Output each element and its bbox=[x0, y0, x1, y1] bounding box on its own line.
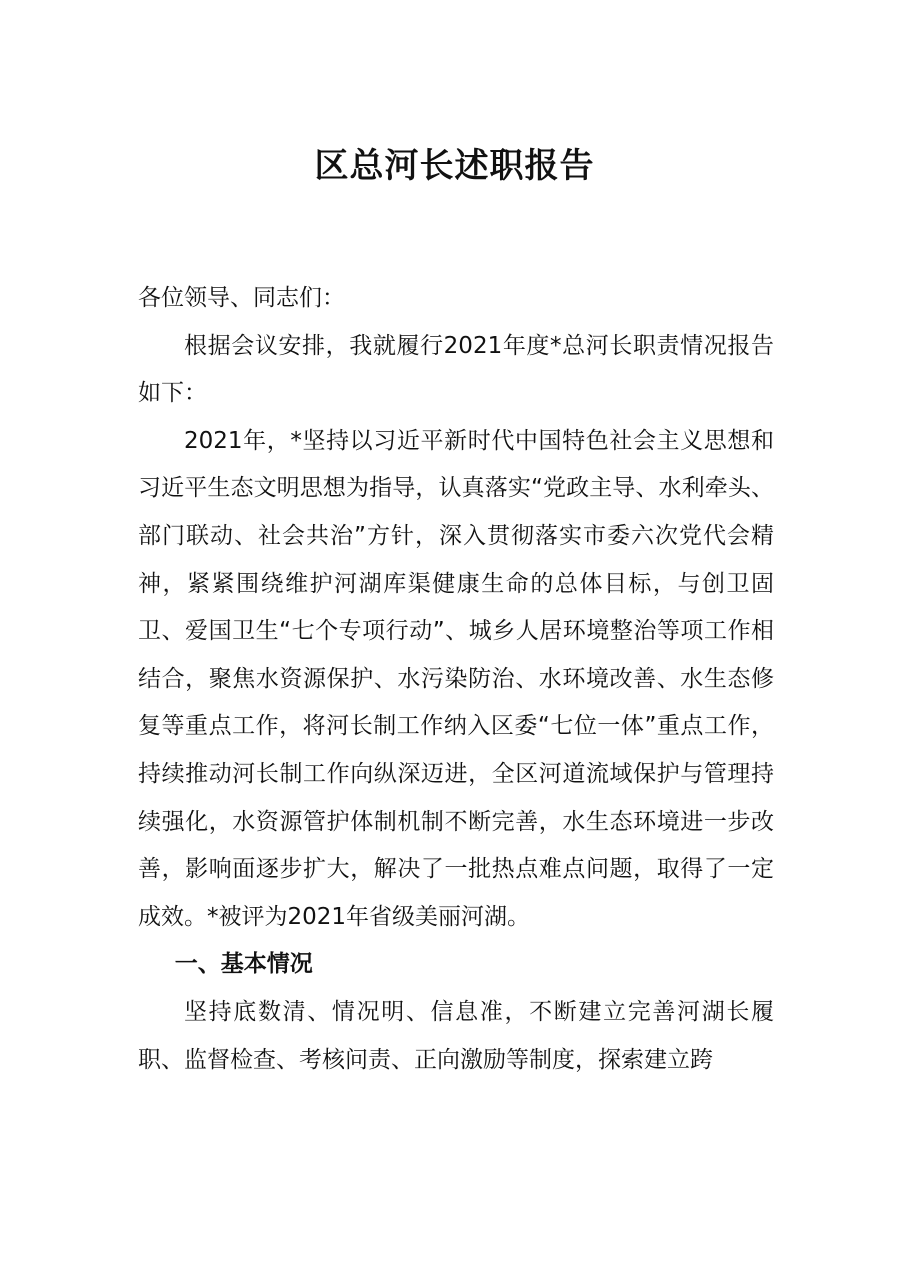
section-heading-basic-situation: 一、基本情况 bbox=[174, 951, 313, 978]
paragraph-basic-situation: 坚持底数清、情况明、信息准，不断建立完善河湖长履职、监督检查、考核问责、正向激励等制度，探索建立跨 bbox=[138, 998, 774, 1073]
salutation: 各位领导、同志们： bbox=[138, 285, 345, 311]
paragraph-intro: 根据会议安排，我就履行2021年度*总河长职责情况报告如下： bbox=[138, 332, 774, 407]
document-body bbox=[138, 275, 774, 1084]
document-title: 区总河长述职报告 bbox=[314, 146, 595, 186]
paragraph-overview: 2021年，*坚持以习近平新时代中国特色社会主义思想和习近平生态文明思想为指导，认真落实“党政主导、水利牵头、部门联动、社会共治”方针，深入贯彻落实市委六次党代会精神，紧紧围绕维护河湖库渠健康生命的总体目标，与创卫固卫、爱国卫生“七个专项行动”、城乡人居环境整治等项工作相结合，聚焦水资源保护、水污染防治、水环境改善、水生态修复等重点工作，将河长制工作纳入区委“七位一体”重点工作，持续推动河长制工作向纵深迈进，全区河道流域保护与管理持续强化，水资源管护体制机制不断完善，水生态环境进一步改善，影响面逐步扩大，解决了一批热点难点问题，取得了一定成效。*被评为2021年省级美丽河湖。 bbox=[138, 427, 774, 930]
